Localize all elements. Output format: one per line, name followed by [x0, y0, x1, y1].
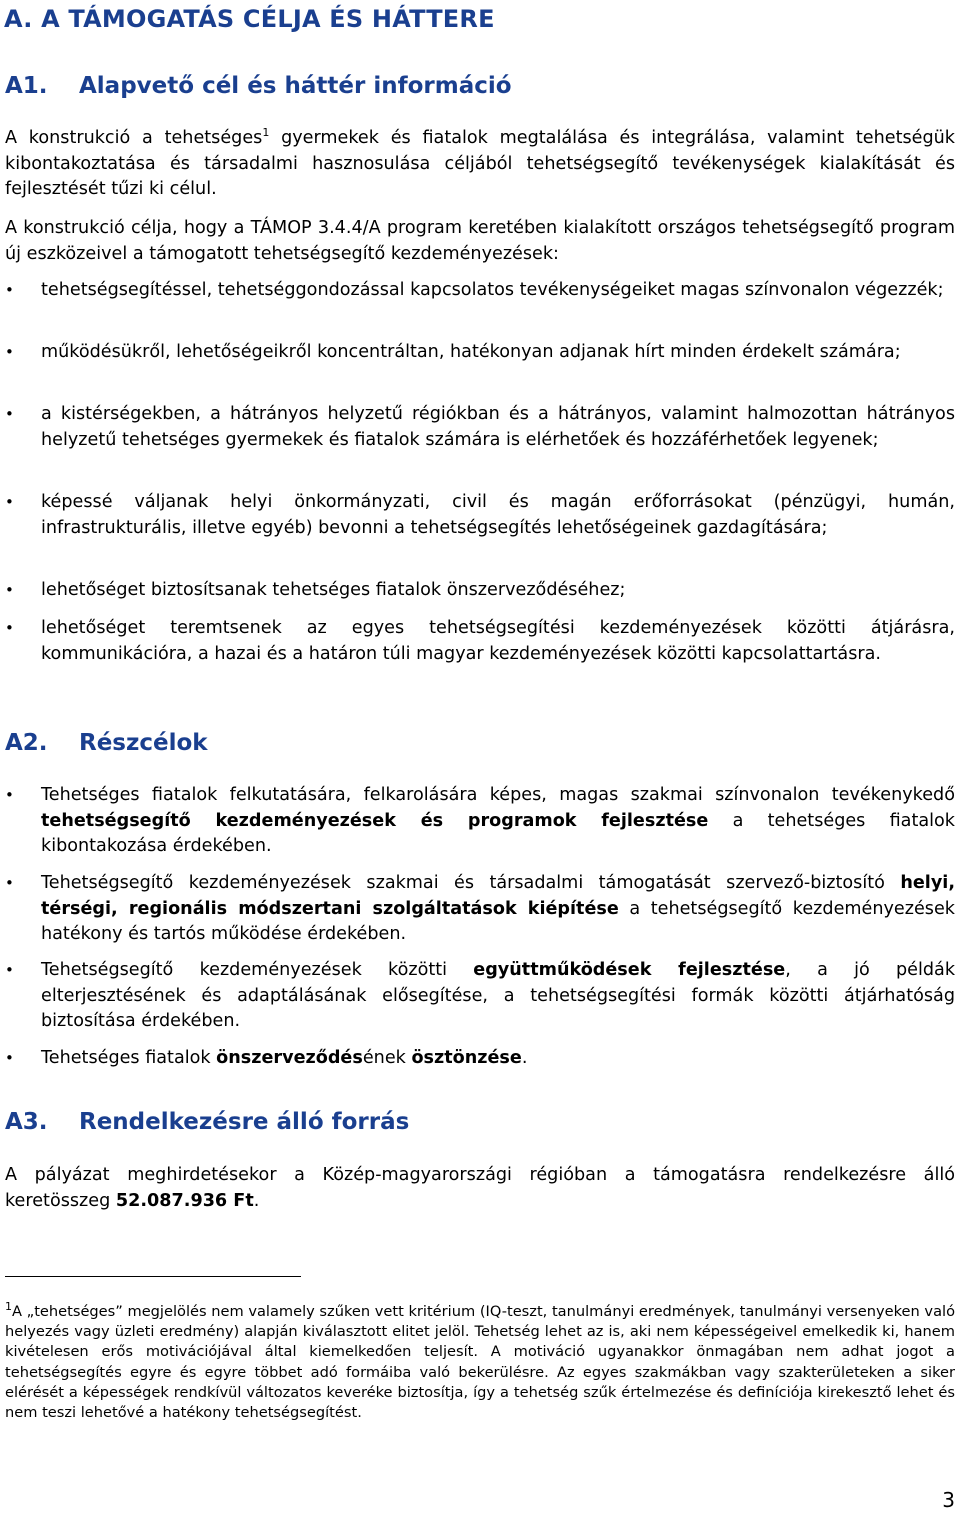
list-item-text: Tehetségsegítő kezdeményezések közötti együttműködések fejlesztése, a jó példák elterjesztésének és adaptálásának elősegítése, a tehetségsegítési formák közötti átjárhatóság biztosítása érdekében. [41, 960, 956, 1031]
intro-paragraph [5, 126, 955, 203]
main-heading: A. A TÁMOGATÁS CÉLJA ÉS HÁTTERE [4, 5, 495, 33]
list-item [5, 340, 955, 366]
list-item-text: működésükről, lehetőségeikről koncentráltan, hatékonyan adjanak hírt minden érdekelt számára; [41, 342, 901, 362]
bullet-icon: • [5, 343, 14, 361]
list-item [5, 871, 955, 948]
list-item-text: Tehetséges fiatalok felkutatására, felkarolására képes, magas szakmai színvonalon tevékenykedő tehetségsegítő kezdeményezések és programok fejlesztése a tehetséges fiatalok kibontakozása érdekében. [41, 785, 955, 856]
list-item [5, 578, 955, 604]
footnote-divider [5, 1276, 301, 1277]
page-number: 3 [942, 1488, 955, 1512]
list-item-text: lehetőséget teremtsenek az egyes tehetségsegítési kezdeményezések közötti átjárásra, kommunikációra, a hazai és a határon túli magyar kezdeményezések közötti kapcsolattartásra. [41, 618, 955, 664]
list-item [5, 1046, 955, 1072]
footnote-text: A „tehetséges” megjelölés nem valamely szűken vett kritérium (IQ-teszt, tanulmányi eredmények, tanulmányi versenyeken való helyezés vagy üzleti eredmény) alapján kiválasztott elitet jelöl. Tehetség lehet az is, aki nem képességeivel emelkedik ki, hanem kivételesen erős motivációjával által kiemelkedően teljesít. A motiváció ugyanakkor önmagában nem adhat jogot a tehetségsegítés egyre és egyre többet adó formáiba való bekerülésre. Az egyes szakmákban vagy szakterületeken a siker elérését a képességek rendkívül változatos keveréke biztosítja, így a tehetség szűk értelmezése és definíciója kirekesztő lehet és nem teszi lehetővé a hatékony tehetségsegítést. [5, 1303, 955, 1422]
list-item-text: képessé váljanak helyi önkormányzati, civil és magán erőforrásokat (pénzügyi, humán, infrastrukturális, illetve egyéb) bevonni a tehetségsegítés lehetőségeinek gazdagítására; [41, 492, 955, 538]
list-item [5, 958, 955, 1035]
section-title: Részcélok [79, 730, 208, 756]
section-heading-a1 [5, 73, 512, 99]
list-item [5, 402, 955, 453]
intro-text-start: A konstrukció a tehetséges [5, 128, 263, 148]
section-heading-a3 [5, 1109, 409, 1135]
funding-paragraph: A pályázat meghirdetésekor a Közép-magyarországi régióban a támogatásra rendelkezésre álló keretösszeg 52.087.936 Ft. [5, 1165, 955, 1211]
section-heading-a2 [5, 730, 208, 756]
footnote-number: 1 [5, 1300, 12, 1314]
section-number: A3. [5, 1109, 48, 1135]
list-item [5, 490, 955, 541]
bullet-icon: • [5, 405, 14, 423]
list-item-text: tehetségsegítéssel, tehetséggondozással kapcsolatos tevékenységeiket magas színvonalon végezzék; [41, 280, 944, 300]
footnote [5, 1302, 955, 1423]
bullet-icon: • [5, 874, 14, 892]
bullet-icon: • [5, 581, 14, 599]
bullet-icon: • [5, 281, 14, 299]
footnote-ref: 1 [262, 126, 270, 140]
section-number: A1. [5, 73, 48, 99]
list-item-text: Tehetségsegítő kezdeményezések szakmai és társadalmi támogatását szervező-biztosító helyi, térségi, regionális módszertani szolgáltatások kiépítése a tehetségsegítő kezdeményezések hatékony és tartós működése érdekében. [41, 873, 955, 944]
goal-paragraph: A konstrukció célja, hogy a TÁMOP 3.4.4/A program keretében kialakított országos tehetségsegítő program új eszközeivel a támogatott tehetségsegítő kezdeményezések: [5, 218, 955, 264]
list-item-text: a kistérségekben, a hátrányos helyzetű régiókban és a hátrányos, valamint halmozottan hátrányos helyzetű tehetséges gyermekek és fiatalok számára is elérhetőek és hozzáférhetőek legyenek; [41, 404, 955, 450]
intro-text-end: gyermekek és fiatalok megtalálása és integrálása, valamint tehetségük kibontakoztatása és társadalmi hasznosulása céljából tehetségsegítő tevékenységek kialakítását és fejlesztését tűzi ki célul. [5, 128, 955, 199]
bullet-icon: • [5, 493, 14, 511]
list-item-text: lehetőséget biztosítsanak tehetséges fiatalok önszerveződéséhez; [41, 580, 626, 600]
bullet-icon: • [5, 786, 14, 804]
bullet-icon: • [5, 1049, 14, 1067]
funding-amount: 52.087.936 Ft [115, 1190, 254, 1211]
section-title: Alapvető cél és háttér információ [79, 73, 512, 99]
section-title: Rendelkezésre álló forrás [79, 1109, 410, 1135]
list-item [5, 783, 955, 860]
list-item [5, 278, 955, 304]
bullet-icon: • [5, 961, 14, 979]
list-item [5, 616, 955, 667]
bullet-icon: • [5, 619, 14, 637]
section-number: A2. [5, 730, 48, 756]
list-item-text: Tehetséges fiatalok önszerveződésének ösztönzése. [41, 1048, 528, 1068]
